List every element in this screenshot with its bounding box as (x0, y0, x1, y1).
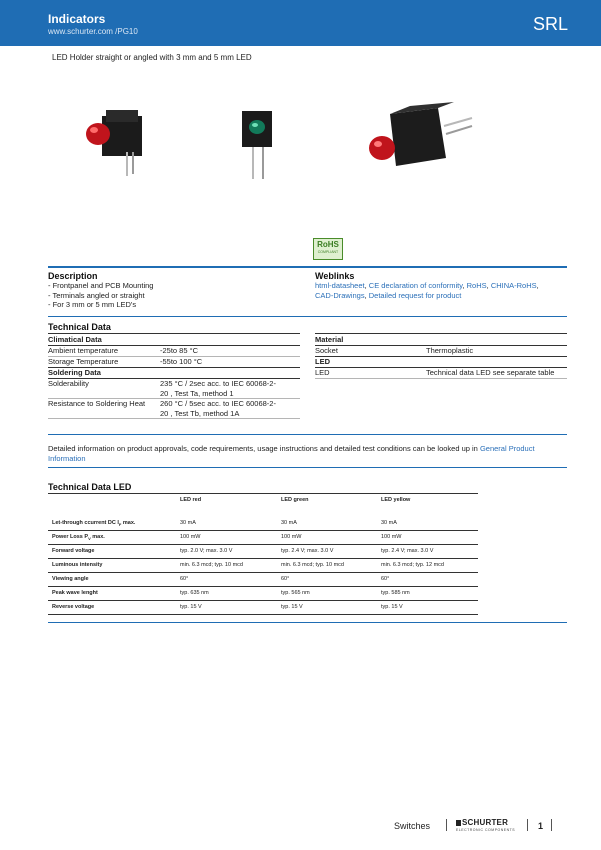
led-row-label-text: Let-through ccurrent DC I (52, 520, 119, 526)
footer-divider (527, 819, 528, 831)
led-cell: typ. 2.4 V; max. 3.0 V (381, 548, 434, 554)
header-product-code: SRL (532, 14, 568, 34)
table-rule (48, 333, 300, 334)
description-item: - Terminals angled or straight (48, 290, 145, 300)
footer-brand-sub: ELECTRONIC COMPONENTS (456, 828, 516, 832)
soldering-heat-value (160, 399, 276, 418)
description-list (48, 281, 153, 310)
led-cell: typ. 15 V (180, 604, 202, 610)
material-header: Material (315, 335, 344, 344)
footer-category: Switches (394, 821, 431, 831)
table-rule (48, 493, 478, 494)
led-holder-red-angled-image (70, 100, 160, 180)
rohs-badge-subtext: COMPLIANT (317, 250, 339, 254)
table-rule (48, 600, 478, 601)
led-cell: 60° (281, 576, 290, 582)
technical-data-title: Technical Data (48, 322, 111, 332)
table-rule (48, 572, 478, 573)
rohs-badge (313, 238, 343, 260)
link-separator: , (364, 281, 369, 290)
table-rule (48, 558, 478, 559)
led-table-title: Technical Data LED (48, 482, 132, 492)
link-general-product-information-cont[interactable]: Information (48, 453, 86, 463)
led-cell: typ. 635 nm (180, 590, 209, 596)
led-cell: min. 6.3 mcd; typ. 10 mcd (281, 562, 344, 568)
link-general-product-information[interactable]: General Product (479, 444, 535, 453)
link-separator: , (486, 281, 491, 290)
led-cell: 100 mW (281, 534, 302, 540)
led-cell: 30 mA (281, 520, 297, 526)
led-cell: typ. 15 V (381, 604, 403, 610)
row-rule (315, 378, 567, 379)
table-rule (315, 356, 567, 357)
led-row-label: Reverse voltage (52, 604, 95, 610)
solderability-value (160, 379, 276, 398)
table-rule (48, 544, 478, 545)
section-divider (48, 467, 567, 468)
rohs-badge-text: RoHS (317, 240, 339, 249)
ambient-temperature-value: -25to 85 °C (160, 346, 199, 355)
led-cell: min. 6.3 mcd; typ. 12 mcd (381, 562, 444, 568)
section-divider (48, 316, 567, 317)
led-cell: typ. 585 nm (381, 590, 410, 596)
led-cell: 60° (180, 576, 189, 582)
led-cell: 100 mW (381, 534, 402, 540)
led-row-label: Viewing angle (52, 576, 89, 582)
product-subtitle: LED Holder straight or angled with 3 mm and 5 mm LED (52, 53, 252, 62)
led-value: Technical data LED see separate table (426, 368, 555, 377)
led-cell: 100 mW (180, 534, 201, 540)
link-china-rohs[interactable]: CHINA-RoHS (490, 281, 537, 290)
soldering-heat-value-line: 20 , Test Tb, method 1A (160, 408, 240, 418)
description-title: Description (48, 271, 98, 281)
row-rule (48, 418, 300, 419)
general-info-text (48, 444, 568, 463)
col-led-green: LED green (281, 497, 309, 503)
led-row-label-sub: V (88, 536, 91, 542)
soldering-heat-label: Resistance to Soldering Heat (48, 399, 146, 408)
link-detailed-request[interactable]: Detailed request for product (368, 290, 462, 300)
led-row-label (52, 534, 105, 541)
link-rohs[interactable]: RoHS (466, 281, 487, 290)
led-holder-green-straight-image (232, 105, 282, 185)
led-row-label-suffix: max. (90, 534, 105, 540)
led-row-label: Luminous intensity (52, 562, 103, 568)
ambient-temperature-label: Ambient temperature (48, 346, 119, 355)
description-item: - Frontpanel and PCB Mounting (48, 281, 154, 290)
link-separator: , (536, 281, 539, 290)
table-rule (48, 530, 478, 531)
footer-brand: SCHURTER (462, 818, 509, 827)
led-row-label-suffix: max. (121, 520, 136, 526)
section-divider (48, 622, 567, 623)
led-cell: min. 6.3 mcd; typ. 10 mcd (180, 562, 243, 568)
solderability-value-line: 235 °C / 2sec acc. to IEC 60068-2- (160, 379, 276, 388)
solderability-value-line: 20 , Test Ta, method 1 (160, 388, 234, 398)
weblinks-title: Weblinks (315, 271, 355, 281)
header-url[interactable]: www.schurter.com /PG10 (48, 27, 138, 36)
general-info-body: Detailed information on product approvals, code requirements, usage instructions and detailed test conditions can be looked up in (48, 444, 480, 453)
led-cell: typ. 15 V (281, 604, 303, 610)
link-cad-drawings[interactable]: CAD-Drawings (315, 290, 365, 300)
climatical-data-header: Climatical Data (48, 335, 102, 344)
header-title: Indicators (48, 12, 106, 26)
col-led-red: LED red (180, 497, 202, 503)
description-item: - For 3 mm or 5 mm LED's (48, 300, 137, 309)
socket-label: Socket (315, 346, 338, 355)
led-holder-red-5mm-image (360, 100, 475, 180)
soldering-heat-value-line: 260 °C / 5sec acc. to IEC 60068-2- (160, 399, 276, 408)
table-rule (48, 614, 478, 615)
link-html-datasheet[interactable]: html-datasheet (315, 281, 365, 290)
section-divider (48, 434, 567, 435)
col-led-yellow: LED yellow (381, 497, 411, 503)
table-rule (315, 333, 567, 334)
table-rule (48, 586, 478, 587)
solderability-label: Solderability (48, 379, 89, 388)
led-cell: typ. 2.0 V; max. 3.0 V (180, 548, 233, 554)
led-row-label: Forward voltage (52, 548, 95, 554)
link-separator: , (364, 290, 369, 300)
led-cell: 30 mA (180, 520, 196, 526)
led-row-label (52, 520, 135, 527)
led-label: LED (315, 368, 330, 377)
footer-page-number: 1 (538, 821, 544, 831)
storage-temperature-label: Storage Temperature (48, 357, 119, 366)
link-separator: , (462, 281, 467, 290)
led-row-label: Peak wave lenght (52, 590, 98, 596)
footer-divider (446, 819, 447, 831)
socket-value: Thermoplastic (426, 346, 474, 355)
led-header: LED (315, 357, 330, 366)
section-divider-top (48, 266, 567, 268)
soldering-data-header: Soldering Data (48, 368, 101, 377)
link-ce-declaration[interactable]: CE declaration of conformity (368, 281, 463, 290)
storage-temperature-value: -55to 100 °C (160, 357, 203, 366)
weblinks-list (315, 281, 565, 300)
footer-divider (551, 819, 552, 831)
schurter-logo-mark-icon (456, 820, 461, 826)
led-row-label-text: Power Loss P (52, 534, 89, 540)
led-cell: typ. 565 nm (281, 590, 310, 596)
led-cell: 30 mA (381, 520, 397, 526)
led-cell: 60° (381, 576, 390, 582)
led-row-label-sub: F (118, 522, 122, 528)
led-cell: typ. 2.4 V; max. 3.0 V (281, 548, 334, 554)
